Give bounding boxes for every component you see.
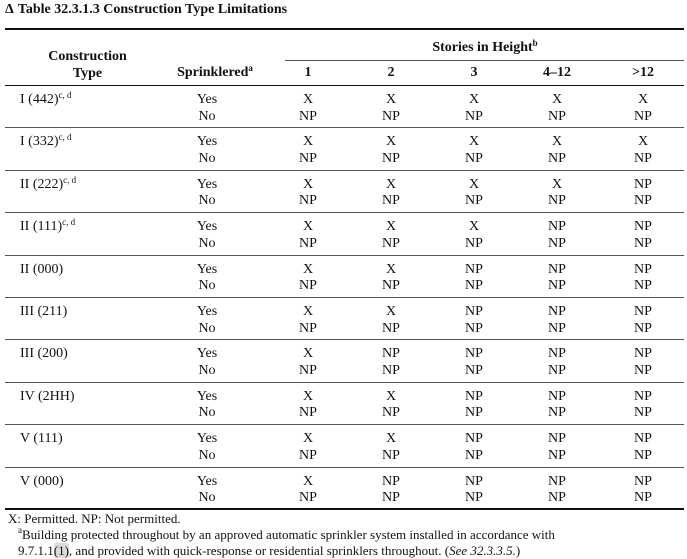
table-cell: NP [299,278,317,294]
table-cell: NP [382,346,400,362]
table-cell: NP [299,405,317,421]
construction-type [20,262,63,278]
table-cell: NP [299,362,317,378]
header-construction-line2: Type [72,66,103,81]
table-cell: NP [299,490,317,506]
table-cell: NP [634,431,652,447]
sprinklered-yes: Yes [196,176,218,192]
table-cell: NP [548,261,566,277]
sprinklered-yes: Yes [196,261,218,277]
sprinklered-no: No [198,405,216,421]
table-cell: NP [548,431,566,447]
table-cell: NP [465,473,483,489]
table-cell: NP [548,304,566,319]
construction-type-label: III (211) [20,304,68,319]
table-cell: X [302,473,314,489]
table-cell: NP [548,278,566,294]
table-cell: NP [299,193,317,209]
sprinklered-no: No [198,320,216,336]
table-cell: NP [548,346,566,362]
table-cell: NP [382,362,400,378]
table-cell: NP [382,473,400,489]
table-cell: NP [634,278,652,294]
sprinklered-no: No [198,193,216,209]
table-cell: NP [465,150,483,166]
table-cell: X [302,219,314,235]
table-cell: NP [465,346,483,362]
table-cell: NP [548,320,566,336]
table-cell: X [302,431,314,447]
table-cell: NP [634,150,652,166]
table-cell: NP [465,447,483,463]
table-cell: NP [634,346,652,362]
row-divider [5,212,684,213]
sprinklered-yes: Yes [196,219,218,235]
construction-type-note: c, d [63,174,77,185]
table-cell: NP [465,362,483,378]
construction-type [20,134,72,150]
table-cell: NP [382,193,400,209]
construction-type-label: IV (2HH) [20,388,75,404]
table-cell: NP [634,304,652,319]
table-cell: NP [548,193,566,209]
table-cell: NP [299,235,317,251]
table-cell: NP [548,473,566,489]
table-cell: NP [634,362,652,378]
construction-type-label: II (222) [20,176,64,192]
table-cell: NP [634,108,652,124]
row-divider [5,339,684,340]
table-cell: NP [465,388,483,404]
footnote-a-line2 [18,543,520,559]
sprinklered-yes: Yes [196,388,218,404]
row-divider [5,424,684,425]
sprinklered-no: No [198,108,216,124]
table-cell: NP [548,362,566,378]
sprinklered-yes: Yes [196,473,218,489]
construction-type-note: c, d [62,217,76,228]
table-cell: X [637,92,649,107]
footnote-a-line1 [18,527,555,543]
footnote-a-ref-item[interactable]: (1) [53,543,69,558]
construction-type-label: V (111) [20,431,63,447]
table-cell: NP [465,108,483,124]
construction-type-label: I (332) [20,134,59,150]
table-cell: X [302,176,314,192]
table-cell: NP [634,320,652,336]
table-cell: NP [634,219,652,235]
table-cell: NP [634,473,652,489]
header-stories-note: b [532,38,538,48]
table-cell: X [385,134,397,150]
table-cell: NP [465,405,483,421]
footnote-a-see: See 32.3.3.5. [449,543,516,558]
table-cell: X [302,388,314,404]
table-cell: NP [299,150,317,166]
table-cell: NP [548,150,566,166]
table-cell: X [637,134,649,150]
table-cell: X [468,134,480,150]
table-cell: X [302,346,314,362]
sprinklered-no: No [198,490,216,506]
table-cell: NP [382,108,400,124]
construction-type-note: c, d [58,132,72,143]
table-cell: NP [465,490,483,506]
table-cell: X [468,176,480,192]
table-cell: NP [634,261,652,277]
footnote-legend: X: Permitted. NP: Not permitted. [8,511,181,526]
footnote-a-text: Building protected throughout by an approved automatic sprinkler system installed in accordance with [22,527,555,542]
header-col-1: 1 [304,65,312,80]
construction-type-label: I (442) [20,92,59,107]
table-cell: NP [634,405,652,421]
row-divider [5,127,684,128]
header-stories-label: Stories in Height [432,40,533,55]
sprinklered-no: No [198,150,216,166]
construction-type [20,174,77,193]
table-cell: X [302,92,314,107]
table-cell: NP [548,490,566,506]
table-cell: NP [634,490,652,506]
table-cell: NP [634,447,652,463]
table-cell: NP [634,388,652,404]
construction-type [20,92,72,108]
table-cell: NP [548,388,566,404]
table-cell: X [302,261,314,277]
table-cell: NP [382,278,400,294]
construction-type [20,304,67,320]
table-cell: X [385,261,397,277]
table-cell: NP [465,235,483,251]
header-col-4: 4–12 [543,65,571,80]
table-cell: X [551,92,563,107]
sprinklered-no: No [198,278,216,294]
table-cell: NP [382,235,400,251]
table-cell: X [385,304,397,319]
header-col-2: 2 [387,65,395,80]
sprinklered-yes: Yes [196,304,218,319]
sprinklered-yes: Yes [196,431,218,447]
footnote-a-close: ) [515,543,521,558]
row-divider [5,170,684,171]
header-sprinklered-label: Sprinklered [177,65,249,80]
construction-type-label: III (200) [20,346,68,362]
table-cell: NP [465,193,483,209]
header-construction-line1: Construction [48,49,127,64]
table-title-text: Table 32.3.1.3 Construction Type Limitations [17,2,288,17]
construction-type-label: V (000) [20,473,64,489]
table-cell: NP [299,108,317,124]
row-divider [5,255,684,256]
header-sprinklered-note: a [248,63,253,73]
table-cell: NP [299,320,317,336]
construction-type [20,219,75,235]
construction-type-note: c, d [58,90,72,100]
table-cell: NP [382,447,400,463]
sprinklered-no: No [198,235,216,251]
table-cell: NP [634,193,652,209]
construction-type [20,346,68,362]
sprinklered-yes: Yes [196,134,218,150]
construction-type [20,474,64,490]
table-cell: X [551,134,563,150]
table-cell: NP [382,320,400,336]
row-divider [5,467,684,468]
table-cell: NP [548,235,566,251]
sprinklered-yes: Yes [196,346,218,362]
table-cell: NP [465,431,483,447]
footnote-a-ref[interactable]: 9.7.1.1 [18,543,54,558]
table-cell: X [385,431,397,447]
table-cell: NP [382,150,400,166]
table-cell: NP [299,447,317,463]
table-cell: NP [465,320,483,336]
table-cell: NP [548,108,566,124]
table-cell: NP [634,176,652,192]
sprinklered-no: No [198,447,216,463]
sprinklered-yes: Yes [196,92,218,107]
construction-type [20,389,75,405]
table-cell: NP [382,405,400,421]
table-cell: X [385,219,397,235]
row-divider [5,297,684,298]
table-cell: NP [548,405,566,421]
table-cell: X [385,176,397,192]
header-col-5: >12 [632,65,654,80]
table-cell: X [551,176,563,192]
table-cell: NP [548,447,566,463]
header-col-3: 3 [470,65,478,80]
construction-type-label: II (000) [20,261,64,277]
table-cell: X [385,92,397,107]
table-cell: NP [634,235,652,251]
table-cell: NP [548,219,566,235]
table-cell: X [468,92,480,107]
table-cell: X [302,134,314,150]
table-cell: X [468,219,480,235]
table-cell: NP [465,304,483,319]
table-cell: NP [465,278,483,294]
revision-delta-icon: Δ [5,2,14,17]
table-cell: NP [465,261,483,277]
construction-type-label: II (111) [20,219,63,235]
sprinklered-no: No [198,362,216,378]
table-cell: NP [382,490,400,506]
footnote-a-rest: , and provided with quick-response or residential sprinklers throughout. ( [68,543,450,558]
table-cell: X [385,388,397,404]
row-divider [5,382,684,383]
bottom-rule [5,508,684,510]
construction-type [20,431,63,447]
table-cell: X [302,304,314,319]
footnote-a-mark: a [18,525,22,535]
